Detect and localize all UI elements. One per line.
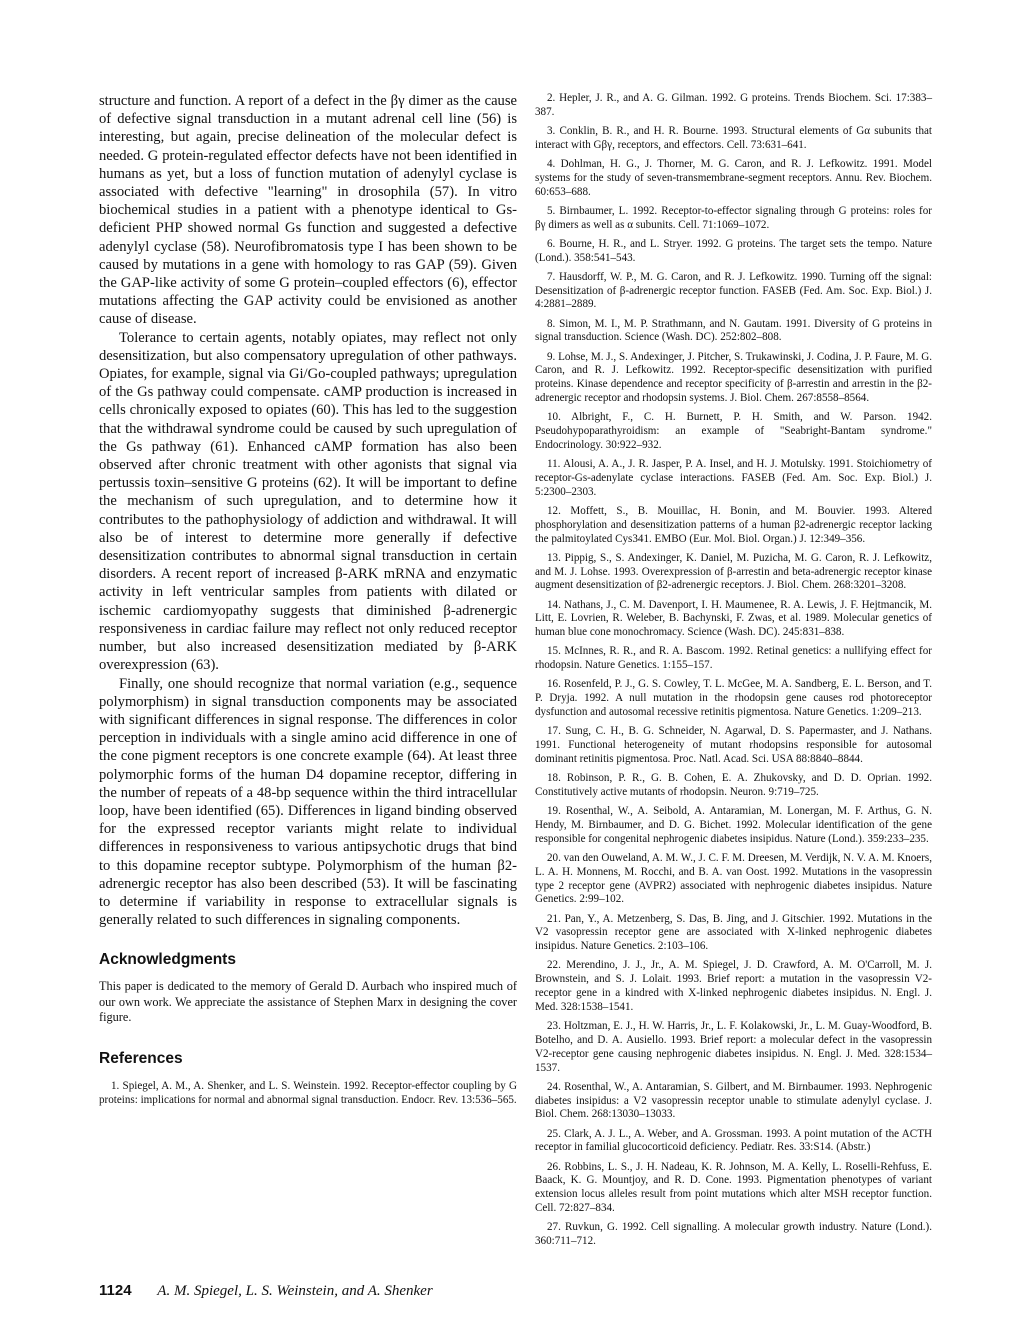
body-paragraph: Tolerance to certain agents, notably opiates, may reflect not only desensitization, but also compensatory upregulation of other pathways. Opiates, for example, signal via Gi/Go-coupled pathways; upregulation of the Gs pathway could compensate. cAMP production is increased in cells chronically exposed to opiates (60). This has led to the suggestion that the withdrawal syndrome could be caused by such upregulation of the Gs pathway (61). Enhanced cAMP formation has also been observed after chronic treatment with other agonists that signal via pertussis toxin–sensitive G proteins (62). It will be important to define the mechanism of such upregulation, and to determine how it contributes to the pathophysiology of addiction and withdrawal. It will also be of interest to determine more generally if defective desensitization contributes to abnormal signal transduction in certain disorders. A recent report of increased β-ARK mRNA and enzymatic activity in left ventricular samples from patients with dilated or ischemic cardiomyopathy suggests that diminished β-adrenergic responsiveness in cardiac failure may reflect not only reduced receptor number, but also increased desensitization mediated by β-ARK overexpression (63). [99, 329, 517, 674]
page-footer [99, 1282, 433, 1300]
reference-item: 21. Pan, Y., A. Metzenberg, S. Das, B. Jing, and J. Gitschier. 1992. Mutations in the V2 vasopressin receptor gene are associated with X-linked nephrogenic diabetes insipidus. Nature Genetics. 2:103–106. [535, 912, 932, 953]
references-heading: References [99, 1049, 183, 1067]
reference-item: 7. Hausdorff, W. P., M. G. Caron, and R. J. Lefkowitz. 1990. Turning off the signal: Desensitization of β-adrenergic receptor function. FASEB (Fed. Am. Soc. Exp. Biol.) J. 4:2881–2889. [535, 270, 932, 311]
reference-item: 19. Rosenthal, W., A. Seibold, A. Antaramian, M. Lonergan, M. F. Arthus, G. N. Hendy, M. Birnbaumer, and D. G. Bichet. 1992. Molecular identification of the gene responsible for congenital nephrogenic diabetes insipidus. Nature (Lond.). 359:233–235. [535, 805, 932, 845]
reference-item: 13. Pippig, S., S. Andexinger, K. Daniel, M. Puzicha, M. G. Caron, R. J. Lefkowitz, and M. J. Lohse. 1993. Overexpression of β-arrestin and beta-adrenergic receptor kinase augment desensitization of β2-adrenergic receptors. J. Biol. Chem. 268:3201–3208. [535, 551, 932, 592]
reference-item: 1. Spiegel, A. M., A. Shenker, and L. S. Weinstein. 1992. Receptor-effector coupling by G proteins: implications for normal and abnormal signal transduction. Endocr. Rev. 13:536–565. [99, 1079, 517, 1106]
reference-item: 3. Conklin, B. R., and H. R. Bourne. 1993. Structural elements of Gα subunits that interact with Gβγ, receptors, and effectors. Cell. 73:631–641. [535, 124, 932, 151]
reference-item: 6. Bourne, H. R., and L. Stryer. 1992. G proteins. The target sets the tempo. Nature (Lond.). 358:541–543. [535, 237, 932, 264]
reference-item: 9. Lohse, M. J., S. Andexinger, J. Pitcher, S. Trukawinski, J. Codina, J. P. Faure, M. G. Caron, and R. J. Lefkowitz. 1992. Receptor-specific desensitization with purified proteins. Kinase dependence and receptor specificity of β-arrestin and arrestin in the β2-adrenergic receptor and rhodopsin systems. J. Biol. Chem. 267:8558–8564. [535, 350, 932, 405]
acknowledgments-text: This paper is dedicated to the memory of Gerald D. Aurbach who inspired much of our own work. We appreciate the assistance of Stephen Marx in designing the cover figure. [99, 979, 517, 1025]
reference-item: 23. Holtzman, E. J., H. W. Harris, Jr., L. F. Kolakowski, Jr., L. M. Guay-Woodford, B. Botelho, and D. A. Ausiello. 1993. Brief report: a molecular defect in the vasopressin V2-receptor gene causing nephrogenic diabetes insipidus. N. Engl. J. Med. 328:1534–1537. [535, 1020, 932, 1074]
reference-item: 8. Simon, M. I., M. P. Strathmann, and N. Gautam. 1991. Diversity of G proteins in signal transduction. Science (Wash. DC). 252:802–808. [535, 317, 932, 344]
reference-item: 24. Rosenthal, W., A. Antaramian, S. Gilbert, and M. Birnbaumer. 1993. Nephrogenic diabetes insipidus: a V2 vasopressin receptor unable to stimulate adenylyl cyclase. J. Biol. Chem. 268:13030–13033. [535, 1080, 932, 1121]
reference-item: 25. Clark, A. J. L., A. Weber, and A. Grossman. 1993. A point mutation of the ACTH receptor in familial glucocorticoid deficiency. Pediatr. Res. 33:S14. (Abstr.) [535, 1127, 932, 1154]
reference-item: 5. Birnbaumer, L. 1992. Receptor-to-effector signaling through G proteins: roles for βγ dimers as well as α subunits. Cell. 71:1069–1072. [535, 204, 932, 231]
reference-item: 26. Robbins, L. S., J. H. Nadeau, K. R. Johnson, M. A. Kelly, L. Roselli-Rehfuss, E. Baack, K. G. Mountjoy, and R. D. Cone. 1993. Pigmentation phenotypes of variant extension locus alleles result from point mutations which alter MSH receptor function. Cell. 72:827–834. [535, 1160, 932, 1215]
reference-item: 2. Hepler, J. R., and A. G. Gilman. 1992. G proteins. Trends Biochem. Sci. 17:383–387. [535, 92, 932, 118]
reference-item: 11. Alousi, A. A., J. R. Jasper, P. A. Insel, and H. J. Motulsky. 1991. Stoichiometry of receptor-Gs-adenylate cyclase interactions. FASEB (Fed. Am. Soc. Exp. Biol.) J. 5:2300–2303. [535, 458, 932, 498]
reference-item: 16. Rosenfeld, P. J., G. S. Cowley, T. L. McGee, M. A. Sandberg, E. L. Berson, and T. P. Dryja. 1992. A null mutation in the rhodopsin gene causes rod photoreceptor dysfunction and autosomal recessive retinitis pigmentosa. Nature Genetics. 1:209–213. [535, 678, 932, 719]
body-paragraph: structure and function. A report of a defect in the βγ dimer as the cause of defective signal transduction in a mutant adrenal cell line (56) is interesting, but again, precise delineation of the molecular defect is needed. G protein-regulated effector defects have not been identified in humans as yet, but a loss of function mutation of adenylyl cyclase is associated with defective "learning" in drosophila (57). In vitro biochemical studies in a patient with a phenotype identical to Gs-deficient PHP showed normal Gs function and suggested a defective adenylyl cyclase (58). Neurofibromatosis type I has been shown to be caused by mutations in a gene with homology to ras GAP (59). Given the GAP-like activity of some G protein–coupled effectors (6), effector mutations affecting the GAP activity could be envisioned as another cause of disease. [99, 93, 517, 328]
reference-item: 17. Sung, C. H., B. G. Schneider, N. Agarwal, D. S. Papermaster, and J. Nathans. 1991. Functional heterogeneity of mutant rhodopsins responsible for autosomal dominant retinitis pigmentosa. Proc. Natl. Acad. Sci. USA 88:8840–8844. [535, 725, 932, 765]
reference-item: 20. van den Ouweland, A. M. W., J. C. F. M. Dreesen, M. Verdijk, N. V. A. M. Knoers, L. A. H. Monnens, M. Rocchi, and B. A. van Oost. 1992. Mutations in the vasopressin type 2 receptor gene (AVPR2) associated with nephrogenic diabetes insipidus. Nature Genetics. 2:99–102. [535, 851, 932, 906]
body-paragraph: Finally, one should recognize that normal variation (e.g., sequence polymorphism) in signal transduction components may be associated with significant differences in signal response. The differences in color perception in individuals with a single amino acid difference in one of the cone pigment receptors is one concrete example (64). At least three polymorphic forms of the human D4 dopamine receptor, differing in the number of repeats of a 48-bp sequence within the third intracellular loop, have been identified (65). Differences in ligand binding observed for the expressed receptor variants might relate to individual differences in responsiveness to various antipsychotic drugs that bind to this dopamine receptor subtype. Polymorphism of the human β2-adrenergic receptor has also been described (53). It will be fascinating to determine if variability in response to extracellular signals is generally related to such differences in signaling components. [99, 675, 517, 929]
reference-item: 27. Ruvkun, G. 1992. Cell signalling. A molecular growth industry. Nature (Lond.). 360:711–712. [535, 1221, 932, 1248]
reference-item: 15. McInnes, R. R., and R. A. Bascom. 1992. Retinal genetics: a nullifying effect for rhodopsin. Nature Genetics. 1:155–157. [535, 645, 932, 672]
reference-item: 4. Dohlman, H. G., J. Thorner, M. G. Caron, and R. J. Lefkowitz. 1991. Model systems for the study of seven-transmembrane-segment receptors. Annu. Rev. Biochem. 60:653–688. [535, 157, 932, 198]
reference-item: 14. Nathans, J., C. M. Davenport, I. H. Maumenee, R. A. Lewis, J. F. Hejtmancik, M. Litt, E. Lovrien, R. Weleber, B. Bachynski, F. Zwas, et al. 1989. Molecular genetics of human blue cone monochromacy. Science (Wash. DC). 245:831–838. [535, 598, 932, 639]
left-column [99, 92, 517, 1113]
page-number: 1124 [99, 1282, 132, 1299]
reference-item: 10. Albright, F., C. H. Burnett, P. H. Smith, and W. Parson. 1942. Pseudohypoparathyroidism: an example of "Seabright-Bantam syndrome." Endocrinology. 30:922–932. [535, 411, 932, 451]
references-list-right [535, 92, 932, 1249]
references-list-left [99, 1080, 517, 1108]
reference-item: 18. Robinson, P. R., G. B. Cohen, E. A. Zhukovsky, and D. D. Oprian. 1992. Constitutively active mutants of rhodopsin. Neuron. 9:719–725. [535, 772, 932, 798]
running-authors: A. M. Spiegel, L. S. Weinstein, and A. Shenker [157, 1283, 433, 1299]
reference-item: 12. Moffett, S., B. Mouillac, H. Bonin, and M. Bouvier. 1993. Altered phosphorylation and desensitization patterns of a human β2-adrenergic receptor lacking the palmitoylated Cys341. EMBO (Eur. Mol. Biol. Organ.) J. 12:349–356. [535, 504, 932, 545]
right-column [535, 92, 932, 1254]
acknowledgments-heading: Acknowledgments [99, 951, 236, 969]
reference-item: 22. Merendino, J. J., Jr., A. M. Spiegel, J. D. Crawford, A. M. O'Carroll, M. J. Brownstein, and S. J. Lolait. 1993. Brief report: a mutation in the vasopressin V2-receptor gene in a kindred with X-linked nephrogenic diabetes insipidus. N. Engl. J. Med. 328:1538–1541. [535, 959, 932, 1013]
